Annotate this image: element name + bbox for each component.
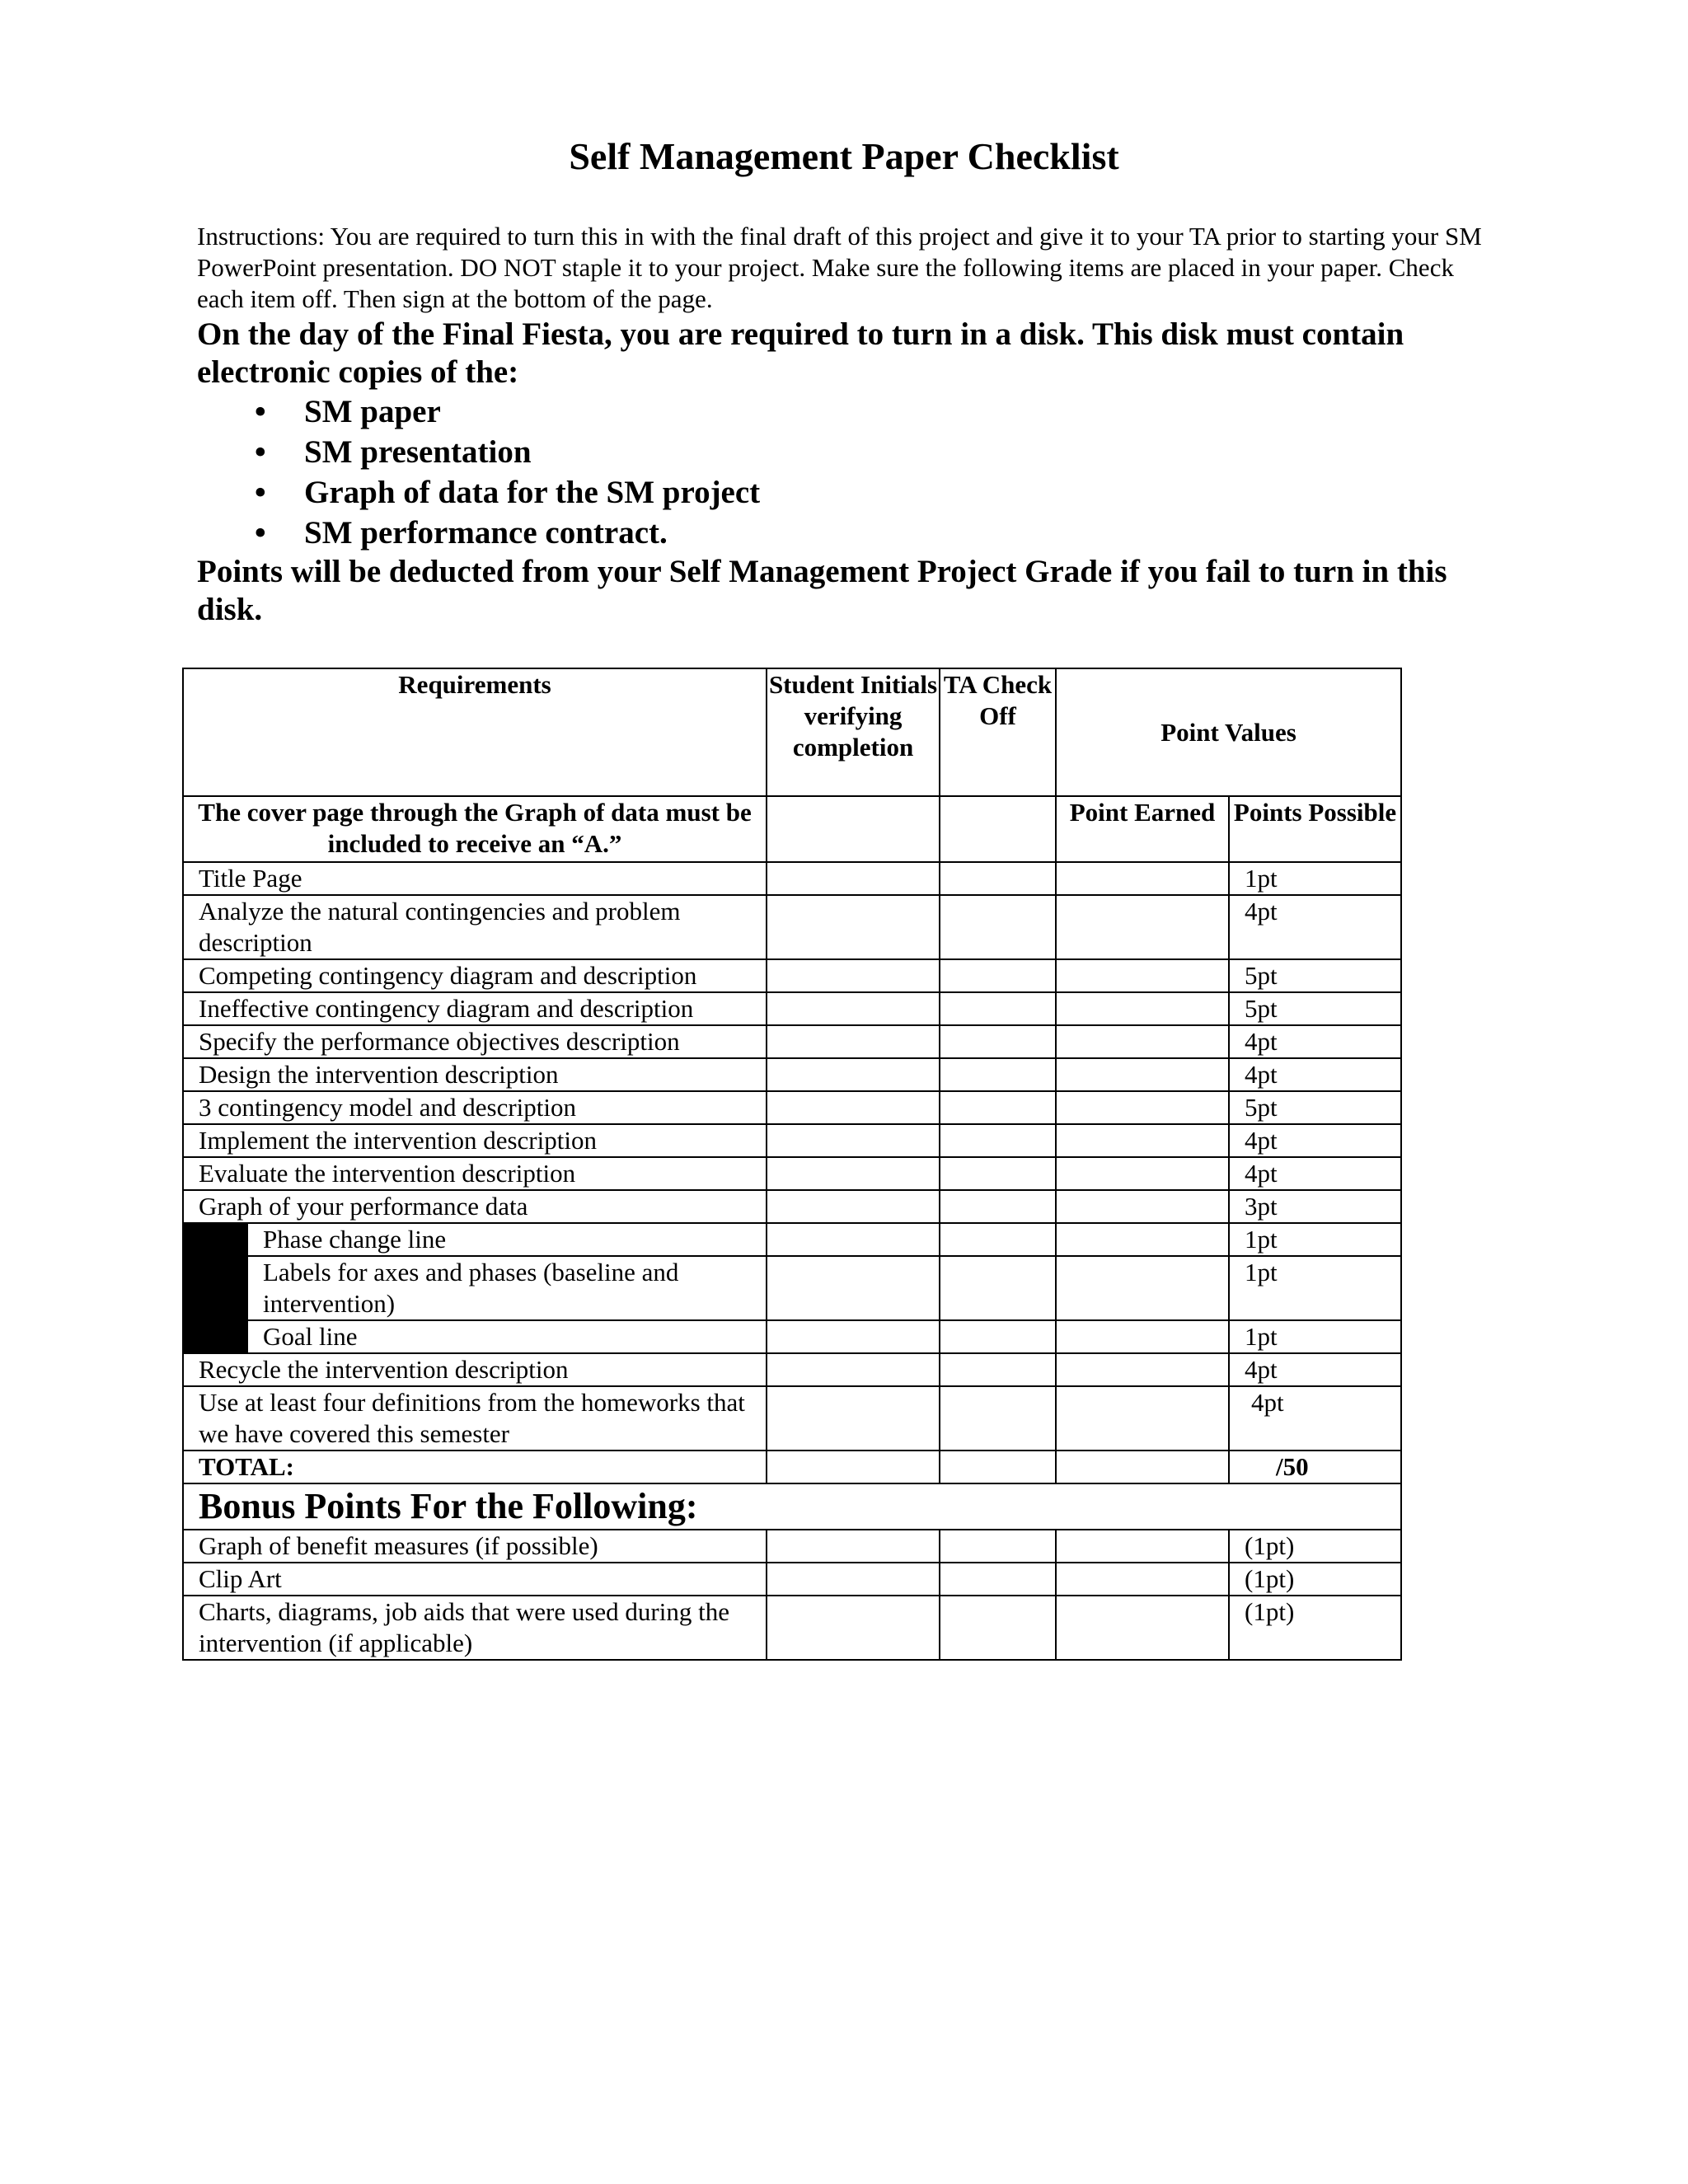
- points-possible-cell: 4pt: [1229, 1058, 1401, 1091]
- requirement-cell: Design the intervention description: [183, 1058, 767, 1091]
- point-earned-cell[interactable]: [1056, 1157, 1229, 1190]
- points-possible-cell: 4pt: [1229, 1157, 1401, 1190]
- header-student-initials: Student Initials verifying completion: [767, 668, 940, 796]
- points-possible-cell: 4pt: [1229, 1386, 1401, 1451]
- points-possible-cell: 4pt: [1229, 1353, 1401, 1386]
- list-item: • Graph of data for the SM project: [197, 472, 1516, 513]
- ta-check-cell[interactable]: [940, 1124, 1056, 1157]
- ta-check-cell[interactable]: [940, 959, 1056, 992]
- requirement-cell: 3 contingency model and description: [183, 1091, 767, 1124]
- ta-check-cell[interactable]: [940, 1320, 1056, 1353]
- point-earned-cell[interactable]: [1056, 1320, 1229, 1353]
- student-initials-cell[interactable]: [767, 1386, 940, 1451]
- points-possible-cell: 1pt: [1229, 1320, 1401, 1353]
- bullet-icon: •: [255, 394, 266, 429]
- student-initials-cell[interactable]: [767, 959, 940, 992]
- requirement-cell: Ineffective contingency diagram and description: [183, 992, 767, 1025]
- points-possible-cell: 4pt: [1229, 1025, 1401, 1058]
- point-earned-cell[interactable]: [1056, 1058, 1229, 1091]
- point-earned-cell[interactable]: [1056, 959, 1229, 992]
- table-row: [183, 1320, 1401, 1353]
- point-earned-cell[interactable]: [1056, 1353, 1229, 1386]
- points-possible-cell: 5pt: [1229, 992, 1401, 1025]
- instructions-text: Instructions: You are required to turn this in with the final draft of this project and give it to your TA prior to starting your SM PowerPoint presentation. DO NOT staple it to your project. Make sure the following items are placed in your paper. Check each item off. Then sign at the bottom of the page.: [197, 222, 1482, 313]
- bonus-requirement-cell: Charts, diagrams, job aids that were used during the intervention (if applicable): [183, 1596, 767, 1660]
- requirement-cell: Competing contingency diagram and description: [183, 959, 767, 992]
- points-possible-cell: 1pt: [1229, 862, 1401, 895]
- student-initials-cell[interactable]: [767, 1157, 940, 1190]
- bonus-requirement-cell: Clip Art: [183, 1563, 767, 1596]
- bullet-icon: •: [255, 434, 266, 470]
- points-possible-cell: 3pt: [1229, 1190, 1401, 1223]
- requirement-cell: Title Page: [183, 862, 767, 895]
- requirement-cell: Specify the performance objectives description: [183, 1025, 767, 1058]
- bullet-icon: •: [255, 475, 266, 510]
- total-value: /50: [1229, 1451, 1401, 1483]
- point-earned-cell[interactable]: [1056, 1386, 1229, 1451]
- student-initials-cell[interactable]: [767, 1320, 940, 1353]
- point-earned-cell[interactable]: [1056, 1190, 1229, 1223]
- table-row: [183, 1091, 1401, 1124]
- table-row: [183, 1157, 1401, 1190]
- ta-check-cell[interactable]: [940, 1157, 1056, 1190]
- point-earned-cell[interactable]: [1056, 1596, 1229, 1660]
- bonus-points-cell: (1pt): [1229, 1596, 1401, 1660]
- table-row: [183, 1530, 1401, 1563]
- ta-check-cell[interactable]: [940, 1190, 1056, 1223]
- point-earned-cell[interactable]: [1056, 895, 1229, 959]
- table-row: [183, 1223, 1401, 1256]
- student-initials-cell[interactable]: [767, 992, 940, 1025]
- bonus-points-cell: (1pt): [1229, 1563, 1401, 1596]
- header-ta-check: TA Check Off: [940, 668, 1056, 796]
- point-earned-cell[interactable]: [1056, 1563, 1229, 1596]
- student-initials-cell[interactable]: [767, 1025, 940, 1058]
- table-subheader-row: [183, 796, 1401, 862]
- ta-check-cell[interactable]: [940, 1563, 1056, 1596]
- table-row: [183, 1058, 1401, 1091]
- table-row: [183, 959, 1401, 992]
- student-initials-cell[interactable]: [767, 1530, 940, 1563]
- points-possible-cell: 5pt: [1229, 1091, 1401, 1124]
- table-row: [183, 1596, 1401, 1660]
- requirement-cell: Goal line: [247, 1320, 767, 1353]
- bonus-header: Bonus Points For the Following:: [183, 1483, 1401, 1530]
- list-item: • SM paper: [197, 391, 1516, 432]
- points-possible-cell: 4pt: [1229, 1124, 1401, 1157]
- header-requirements: Requirements: [183, 668, 767, 796]
- total-row: [183, 1451, 1401, 1483]
- table-header-row: [183, 668, 1401, 796]
- point-earned-cell[interactable]: [1056, 1223, 1229, 1256]
- student-initials-cell[interactable]: [767, 1256, 940, 1320]
- student-initials-cell[interactable]: [767, 862, 940, 895]
- header-point-earned: Point Earned: [1056, 796, 1229, 862]
- student-initials-cell[interactable]: [767, 1596, 940, 1660]
- subitem-black-bar: [183, 1223, 247, 1353]
- bonus-header-row: [183, 1483, 1401, 1530]
- disk-notice-intro: On the day of the Final Fiesta, you are required to turn in a disk. This disk must contain electronic copies of the:: [197, 316, 1404, 390]
- table-row: [183, 1124, 1401, 1157]
- student-initials-cell[interactable]: [767, 895, 940, 959]
- requirement-cell: Analyze the natural contingencies and problem description: [183, 895, 767, 959]
- student-initials-cell[interactable]: [767, 1223, 940, 1256]
- student-initials-cell[interactable]: [767, 1563, 940, 1596]
- student-initials-cell[interactable]: [767, 1353, 940, 1386]
- point-earned-cell[interactable]: [1056, 1451, 1229, 1483]
- ta-check-cell[interactable]: [940, 1530, 1056, 1563]
- requirement-cell: Implement the intervention description: [183, 1124, 767, 1157]
- header-points-possible: Points Possible: [1229, 796, 1401, 862]
- disk-items-list: [197, 391, 1516, 553]
- point-earned-cell[interactable]: [1056, 1256, 1229, 1320]
- table-row: [183, 1386, 1401, 1451]
- point-earned-cell[interactable]: [1056, 1025, 1229, 1058]
- table-row: [183, 1256, 1401, 1320]
- requirement-cell: Graph of your performance data: [183, 1190, 767, 1223]
- bullet-icon: •: [255, 515, 266, 551]
- student-initials-cell[interactable]: [767, 1190, 940, 1223]
- total-label: TOTAL:: [183, 1451, 767, 1483]
- requirement-cell: Use at least four definitions from the homeworks that we have covered this semester: [183, 1386, 767, 1451]
- table-row: [183, 1190, 1401, 1223]
- bonus-requirement-cell: Graph of benefit measures (if possible): [183, 1530, 767, 1563]
- bonus-points-cell: (1pt): [1229, 1530, 1401, 1563]
- disk-warning: Points will be deducted from your Self Management Project Grade if you fail to turn in this disk.: [197, 554, 1447, 627]
- ta-check-cell[interactable]: [940, 1058, 1056, 1091]
- table-row: [183, 895, 1401, 959]
- point-earned-cell[interactable]: [1056, 862, 1229, 895]
- student-initials-cell[interactable]: [767, 796, 940, 862]
- requirement-cell: Recycle the intervention description: [183, 1353, 767, 1386]
- table-row: [183, 862, 1401, 895]
- subheader-requirement-note: The cover page through the Graph of data must be included to receive an “A.”: [183, 796, 767, 862]
- points-possible-cell: 4pt: [1229, 895, 1401, 959]
- points-possible-cell: 5pt: [1229, 959, 1401, 992]
- header-point-values: Point Values: [1056, 668, 1401, 796]
- ta-check-cell[interactable]: [940, 992, 1056, 1025]
- requirement-cell: Evaluate the intervention description: [183, 1157, 767, 1190]
- point-earned-cell[interactable]: [1056, 992, 1229, 1025]
- point-earned-cell[interactable]: [1056, 1091, 1229, 1124]
- student-initials-cell[interactable]: [767, 1124, 940, 1157]
- ta-check-cell[interactable]: [940, 862, 1056, 895]
- ta-check-cell[interactable]: [940, 895, 1056, 959]
- table-row: [183, 1563, 1401, 1596]
- point-earned-cell[interactable]: [1056, 1124, 1229, 1157]
- ta-check-cell[interactable]: [940, 1025, 1056, 1058]
- table-row: [183, 992, 1401, 1025]
- ta-check-cell[interactable]: [940, 1353, 1056, 1386]
- ta-check-cell[interactable]: [940, 1091, 1056, 1124]
- points-possible-cell: 1pt: [1229, 1223, 1401, 1256]
- disk-notice: [197, 316, 1516, 629]
- list-item: • SM performance contract.: [197, 513, 1516, 553]
- requirement-cell: Phase change line: [247, 1223, 767, 1256]
- student-initials-cell[interactable]: [767, 1091, 940, 1124]
- ta-check-cell[interactable]: [940, 1386, 1056, 1451]
- ta-check-cell[interactable]: [940, 796, 1056, 862]
- student-initials-cell[interactable]: [767, 1058, 940, 1091]
- point-earned-cell[interactable]: [1056, 1530, 1229, 1563]
- ta-check-cell[interactable]: [940, 1596, 1056, 1660]
- list-item: • SM presentation: [197, 432, 1516, 472]
- points-possible-cell: 1pt: [1229, 1256, 1401, 1320]
- ta-check-cell[interactable]: [940, 1451, 1056, 1483]
- table-row: [183, 1353, 1401, 1386]
- ta-check-cell[interactable]: [940, 1256, 1056, 1320]
- student-initials-cell[interactable]: [767, 1451, 940, 1483]
- checklist-table: [182, 668, 1402, 1661]
- requirement-cell: Labels for axes and phases (baseline and intervention): [247, 1256, 767, 1320]
- page-title: Self Management Paper Checklist: [569, 135, 1119, 177]
- ta-check-cell[interactable]: [940, 1223, 1056, 1256]
- table-row: [183, 1025, 1401, 1058]
